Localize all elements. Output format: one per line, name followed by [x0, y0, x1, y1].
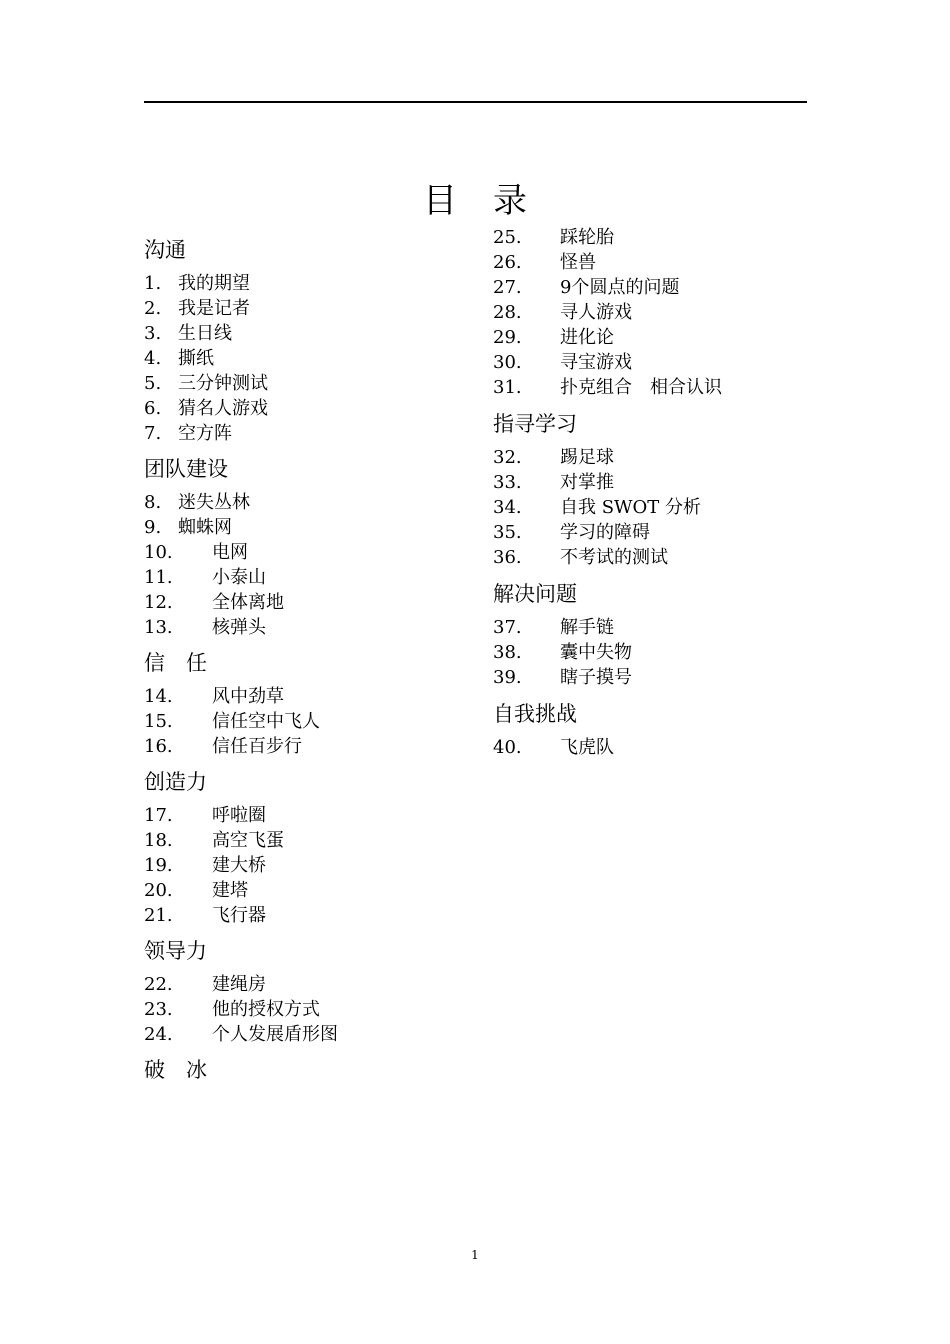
toc-entry-number: 4. — [144, 348, 162, 369]
toc-entry[interactable] — [144, 828, 474, 853]
toc-entry-number: 2. — [144, 298, 162, 319]
page-number: 1 — [471, 1248, 479, 1262]
toc-entry-title: 飞虎队 — [560, 737, 614, 758]
toc-entry-number: 24. — [144, 1024, 173, 1045]
toc-entry[interactable] — [144, 271, 474, 296]
toc-entry-title: 进化论 — [560, 327, 614, 348]
toc-entry-title: 核弹头 — [212, 617, 266, 638]
toc-entry-number: 25. — [493, 227, 522, 248]
toc-entry-title: 寻宝游戏 — [560, 352, 632, 373]
page-title — [0, 178, 950, 224]
toc-entry[interactable] — [493, 250, 823, 275]
toc-entry-title: 囊中失物 — [560, 642, 632, 663]
section-heading: 解决问题 — [493, 582, 577, 606]
section-heading: 团队建设 — [144, 457, 228, 481]
toc-entry-title: 我的期望 — [178, 273, 250, 294]
title-char-2: 录 — [493, 181, 527, 221]
toc-entry-number: 29. — [493, 327, 522, 348]
toc-entry[interactable] — [493, 225, 823, 250]
toc-entry-number: 27. — [493, 277, 522, 298]
toc-entry-title: 迷失丛林 — [178, 492, 250, 513]
toc-entry[interactable] — [493, 275, 823, 300]
toc-entry[interactable] — [144, 684, 474, 709]
toc-entry[interactable] — [493, 445, 823, 470]
toc-entry-title: 蜘蛛网 — [178, 517, 232, 538]
toc-entry-number: 40. — [493, 737, 522, 758]
toc-entry-title: 信任百步行 — [212, 736, 302, 757]
toc-entry-number: 19. — [144, 855, 173, 876]
header-rule — [144, 101, 807, 103]
section-heading: 领导力 — [144, 939, 207, 963]
toc-entry[interactable] — [144, 540, 474, 565]
toc-entry[interactable] — [144, 615, 474, 640]
toc-entry-number: 5. — [144, 373, 162, 394]
toc-entry-title: 9个圆点的问题 — [560, 277, 680, 298]
toc-entry-title: 信任空中飞人 — [212, 711, 320, 732]
toc-entry[interactable] — [144, 396, 474, 421]
toc-entry-number: 7. — [144, 423, 162, 444]
toc-entry-number: 1. — [144, 273, 162, 294]
toc-entry[interactable] — [144, 296, 474, 321]
toc-entry-number: 3. — [144, 323, 162, 344]
toc-entry-title: 飞行器 — [212, 905, 266, 926]
toc-entry-title: 建塔 — [212, 880, 248, 901]
toc-entry-number: 8. — [144, 492, 162, 513]
toc-entry-title: 怪兽 — [560, 252, 596, 273]
toc-entry-title: 我是记者 — [178, 298, 250, 319]
toc-entry-title: 呼啦圈 — [212, 805, 266, 826]
toc-entry-number: 23. — [144, 999, 173, 1020]
title-char-1: 目 — [423, 181, 457, 221]
toc-entry-title: 扑克组合 相合认识 — [560, 377, 722, 398]
toc-entry-number: 34. — [493, 497, 522, 518]
toc-entry-number: 30. — [493, 352, 522, 373]
toc-entry[interactable] — [493, 735, 823, 760]
toc-entry[interactable] — [144, 590, 474, 615]
toc-entry-title: 不考试的测试 — [560, 547, 668, 568]
toc-entry-title: 踩轮胎 — [560, 227, 614, 248]
toc-entry-number: 21. — [144, 905, 173, 926]
toc-entry-number: 36. — [493, 547, 522, 568]
toc-entry[interactable] — [493, 520, 823, 545]
toc-entry[interactable] — [144, 565, 474, 590]
toc-entry[interactable] — [493, 495, 823, 520]
toc-entry[interactable] — [144, 903, 474, 928]
toc-entry[interactable] — [144, 490, 474, 515]
toc-entry-number: 37. — [493, 617, 522, 638]
toc-entry[interactable] — [144, 321, 474, 346]
toc-entry-title: 三分钟测试 — [178, 373, 268, 394]
toc-entry[interactable] — [144, 853, 474, 878]
toc-entry-number: 10. — [144, 542, 173, 563]
toc-entry-number: 13. — [144, 617, 173, 638]
toc-entry[interactable] — [144, 734, 474, 759]
toc-entry-number: 32. — [493, 447, 522, 468]
toc-entry[interactable] — [493, 545, 823, 570]
toc-entry-title: 生日线 — [178, 323, 232, 344]
toc-right-column — [493, 225, 823, 760]
section-heading: 信 任 — [144, 651, 207, 675]
toc-entry-title: 猜名人游戏 — [178, 398, 268, 419]
toc-entry-title: 建大桥 — [212, 855, 266, 876]
toc-entry-title: 自我 SWOT 分析 — [560, 497, 702, 518]
toc-entry-number: 31. — [493, 377, 522, 398]
toc-entry-number: 12. — [144, 592, 173, 613]
section-heading: 沟通 — [144, 238, 186, 262]
toc-entry-number: 17. — [144, 805, 173, 826]
toc-entry-number: 14. — [144, 686, 173, 707]
toc-left-column — [144, 225, 474, 1091]
toc-entry[interactable] — [493, 350, 823, 375]
toc-entry[interactable] — [493, 325, 823, 350]
toc-entry-title: 撕纸 — [178, 348, 214, 369]
section-heading: 自我挑战 — [493, 702, 577, 726]
toc-entry[interactable] — [493, 615, 823, 640]
toc-entry[interactable] — [144, 878, 474, 903]
toc-entry-title: 对掌推 — [560, 472, 614, 493]
toc-entry[interactable] — [144, 371, 474, 396]
toc-entry-title: 学习的障碍 — [560, 522, 650, 543]
toc-entry-title: 踢足球 — [560, 447, 614, 468]
toc-entry[interactable] — [493, 640, 823, 665]
toc-entry-number: 15. — [144, 711, 173, 732]
toc-entry-number: 22. — [144, 974, 173, 995]
toc-entry-number: 26. — [493, 252, 522, 273]
toc-entry-title: 个人发展盾形图 — [212, 1024, 338, 1045]
toc-entry[interactable] — [144, 997, 474, 1022]
toc-entry-title: 电网 — [212, 542, 248, 563]
toc-entry-title: 风中劲草 — [212, 686, 284, 707]
toc-entry[interactable] — [144, 346, 474, 371]
toc-entry-title: 全体离地 — [212, 592, 284, 613]
section-heading: 破 冰 — [144, 1058, 207, 1082]
toc-entry-number: 33. — [493, 472, 522, 493]
section-heading: 指寻学习 — [493, 412, 577, 436]
toc-entry-title: 高空飞蛋 — [212, 830, 284, 851]
toc-entry[interactable] — [493, 665, 823, 690]
toc-entry-title: 寻人游戏 — [560, 302, 632, 323]
toc-entry-number: 38. — [493, 642, 522, 663]
toc-entry-number: 20. — [144, 880, 173, 901]
toc-entry-number: 11. — [144, 567, 173, 588]
toc-entry-number: 35. — [493, 522, 522, 543]
toc-entry[interactable] — [144, 709, 474, 734]
toc-entry-number: 6. — [144, 398, 162, 419]
toc-entry[interactable] — [493, 470, 823, 495]
toc-entry[interactable] — [144, 421, 474, 446]
section-heading: 创造力 — [144, 770, 207, 794]
toc-entry[interactable] — [493, 375, 823, 400]
toc-entry[interactable] — [144, 1022, 474, 1047]
toc-entry[interactable] — [144, 515, 474, 540]
toc-entry[interactable] — [144, 972, 474, 997]
toc-entry-number: 16. — [144, 736, 173, 757]
toc-entry-title: 小泰山 — [212, 567, 266, 588]
toc-entry-title: 解手链 — [560, 617, 614, 638]
toc-entry-title: 他的授权方式 — [212, 999, 320, 1020]
toc-entry-number: 28. — [493, 302, 522, 323]
toc-entry-number: 39. — [493, 667, 522, 688]
toc-entry[interactable] — [144, 803, 474, 828]
toc-entry[interactable] — [493, 300, 823, 325]
toc-entry-title: 建绳房 — [212, 974, 266, 995]
toc-entry-number: 9. — [144, 517, 162, 538]
toc-entry-title: 空方阵 — [178, 423, 232, 444]
toc-entry-title: 瞎子摸号 — [560, 667, 632, 688]
toc-entry-number: 18. — [144, 830, 173, 851]
